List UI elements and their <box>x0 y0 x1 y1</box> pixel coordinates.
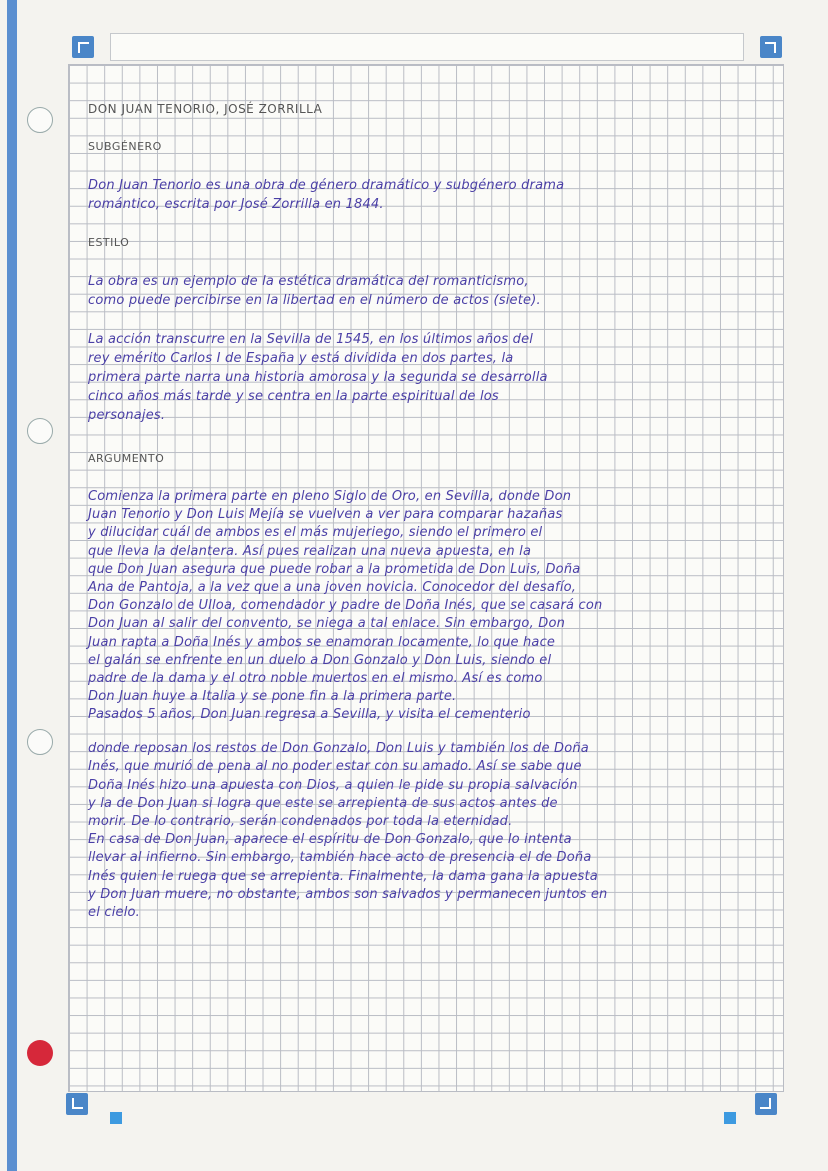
red-mark <box>27 1040 53 1066</box>
text-line: rey emérito Carlos I de España y está dividida en dos partes, la <box>88 351 514 366</box>
text-line: En casa de Don Juan, aparece el espíritu de Don Gonzalo, que lo intenta <box>88 832 572 847</box>
text-line: Inés, que murió de pena al no poder estar con su amado. Así se sabe que <box>88 759 582 774</box>
text-line: romántico, escrita por José Zorrilla en 1844. <box>88 197 384 212</box>
text-line: La acción transcurre en la Sevilla de 1545, en los últimos años del <box>88 332 534 347</box>
text-line: Inés quien le ruega que se arrepienta. Finalmente, la dama gana la apuesta <box>88 869 598 884</box>
punch-hole <box>27 418 53 444</box>
text-line: el cielo. <box>88 905 140 920</box>
text-line: Ana de Pantoja, a la vez que a una joven novicia. Conocedor del desafío, <box>88 580 577 595</box>
text-line: Don Juan Tenorio es una obra de género dramático y subgénero drama <box>88 178 565 193</box>
text-line: que Don Juan asegura que puede robar a la prometida de Don Luis, Doña <box>88 562 581 577</box>
text-line: cinco años más tarde y se centra en la parte espiritual de los <box>88 389 499 404</box>
text-line: Juan rapta a Doña Inés y ambos se enamoran locamente, lo que hace <box>88 635 556 650</box>
grid-paper <box>68 64 784 1092</box>
text-line: Don Gonzalo de Ulloa, comendador y padre de Doña Inés, que se casará con <box>88 598 603 613</box>
text-line: donde reposan los restos de Don Gonzalo, Don Luis y también los de Doña <box>88 741 589 756</box>
text-line: y Don Juan muere, no obstante, ambos son salvados y permanecen juntos en <box>88 887 608 902</box>
header-box <box>110 33 744 61</box>
binder-stripe <box>7 0 17 1171</box>
text-line: personajes. <box>88 408 166 423</box>
punch-hole <box>27 107 53 133</box>
text-line: como puede percibirse en la libertad en el número de actos (siete). <box>88 293 541 308</box>
text-line: el galán se enfrente en un duelo a Don Gonzalo y Don Luis, siendo el <box>88 653 552 668</box>
text-line: Doña Inés hizo una apuesta con Dios, a quien le pide su propia salvación <box>88 778 578 793</box>
page-title: DON JUAN TENORIO, JOSÉ ZORRILLA <box>88 102 323 116</box>
corner-mark-icon <box>760 36 782 58</box>
text-line: Juan Tenorio y Don Luis Mejía se vuelven a ver para comparar hazañas <box>88 507 563 522</box>
blue-square-mark <box>110 1112 122 1124</box>
text-line: padre de la dama y el otro noble muertos en el mismo. Así es como <box>88 671 543 686</box>
text-line: y dilucidar cuál de ambos es el más mujeriego, siendo el primero el <box>88 525 543 540</box>
section-heading: ESTILO <box>88 236 130 249</box>
text-line: llevar al infierno. Sin embargo, también hace acto de presencia el de Doña <box>88 850 592 865</box>
corner-mark-icon <box>66 1093 88 1115</box>
corner-mark-icon <box>72 36 94 58</box>
section-heading: ARGUMENTO <box>88 452 165 465</box>
corner-mark-icon <box>755 1093 777 1115</box>
text-line: primera parte narra una historia amorosa y la segunda se desarrolla <box>88 370 548 385</box>
text-line: morir. De lo contrario, serán condenados por toda la eternidad. <box>88 814 513 829</box>
text-line: y la de Don Juan si logra que este se arrepienta de sus actos antes de <box>88 796 558 811</box>
blue-square-mark <box>724 1112 736 1124</box>
punch-hole <box>27 729 53 755</box>
section-heading: SUBGÉNERO <box>88 140 162 153</box>
text-line: que lleva la delantera. Así pues realizan una nueva apuesta, en la <box>88 544 532 559</box>
text-line: Comienza la primera parte en pleno Siglo de Oro, en Sevilla, donde Don <box>88 489 572 504</box>
text-line: La obra es un ejemplo de la estética dramática del romanticismo, <box>88 274 529 289</box>
text-line: Don Juan huye a Italia y se pone fin a la primera parte. <box>88 689 457 704</box>
text-line: Don Juan al salir del convento, se niega a tal enlace. Sin embargo, Don <box>88 616 566 631</box>
text-line: Pasados 5 años, Don Juan regresa a Sevilla, y visita el cementerio <box>88 707 531 722</box>
